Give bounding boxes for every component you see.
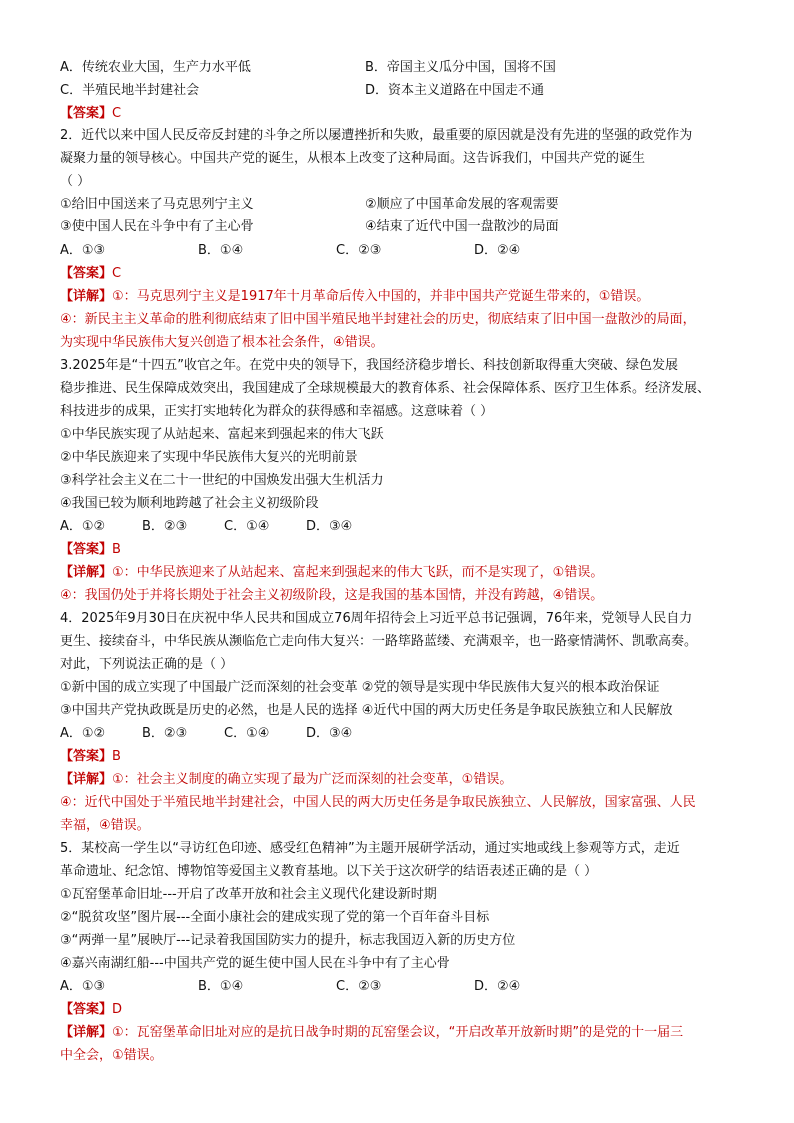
q3-item-1: ①中华民族实现了从站起来、富起来到强起来的伟大飞跃 xyxy=(60,427,384,442)
q4-option-c: C．①④ xyxy=(224,726,270,741)
q2-stem-line-1: 2．近代以来中国人民反帝反封建的斗争之所以屡遭挫折和失败，最重要的原因就是没有先进的坚强的政党作为 xyxy=(60,128,693,143)
q2-item-3: ③使中国人民在斗争中有了主心骨 xyxy=(60,219,254,234)
answer-value: D xyxy=(112,1002,123,1017)
q2-item-1: ①给旧中国送来了马克思列宁主义 xyxy=(60,197,254,212)
q2-stem-line-3: （ ） xyxy=(60,174,91,189)
detail-text: ①：中华民族迎来了从站起来、富起来到强起来的伟大飞跃，而不是实现了，①错误。 xyxy=(112,565,604,580)
q5-item-2: ②“脱贫攻坚”图片展---全面小康社会的建成实现了党的第一个百年奋斗目标 xyxy=(60,910,490,925)
q5-detail-line-2: 中全会，①错误。 xyxy=(60,1048,163,1063)
q5-item-1: ①瓦窑堡革命旧址---开启了改革开放和社会主义现代化建设新时期 xyxy=(60,887,437,902)
q1-option-d: D．资本主义道路在中国走不通 xyxy=(365,83,545,98)
detail-text: ①：马克思列宁主义是1917年十月革命后传入中国的，并非中国共产党诞生带来的，①错误。 xyxy=(112,289,650,304)
q4-option-a: A．①② xyxy=(60,726,106,741)
detail-text: ①：瓦窑堡革命旧址对应的是抗日战争时期的瓦窑堡会议，“开启改革开放新时期”的是党的十一届三 xyxy=(112,1025,684,1040)
q4-stem-line-1: 4．2025年9月30日在庆祝中华人民共和国成立76周年招待会上习近平总书记强调，76年来，党领导人民自力 xyxy=(60,611,693,626)
q3-option-a: A．①② xyxy=(60,519,106,534)
q3-option-c: C．①④ xyxy=(224,519,270,534)
answer-tag: 【答案】 xyxy=(60,542,113,557)
answer-value: B xyxy=(112,749,121,764)
q3-stem-line-3: 科技进步的成果，正实打实地转化为群众的获得感和幸福感。这意味着（ ） xyxy=(60,404,494,419)
q2-item-2: ②顺应了中国革命发展的客观需要 xyxy=(365,197,559,212)
q2-options xyxy=(60,242,520,260)
q1-option-b: B．帝国主义瓜分中国，国将不国 xyxy=(365,60,556,75)
answer-value: B xyxy=(112,542,121,557)
q2-option-d: D．②④ xyxy=(474,243,521,258)
q3-option-d: D．③④ xyxy=(306,519,353,534)
q5-answer-line xyxy=(60,1001,122,1019)
q2-detail-line-1 xyxy=(60,288,649,306)
q2-stem-line-2: 凝聚力量的领导核心。中国共产党的诞生，从根本上改变了这种局面。这告诉我们，中国共产党的诞生 xyxy=(60,151,646,166)
q2-option-b: B．①④ xyxy=(198,243,244,258)
q4-detail-line-1 xyxy=(60,771,512,789)
q4-stem-line-3: 对此，下列说法正确的是（ ） xyxy=(60,657,234,672)
q1-answer-line xyxy=(60,105,121,123)
q5-option-a: A．①③ xyxy=(60,979,106,994)
q2-detail-line-2: ④：新民主主义革命的胜利彻底结束了旧中国半殖民地半封建社会的历史，彻底结束了旧中国一盘散沙的局面， xyxy=(60,312,696,327)
q3-detail-line-1 xyxy=(60,564,603,582)
q3-item-3: ③科学社会主义在二十一世纪的中国焕发出强大生机活力 xyxy=(60,473,384,488)
q4-answer-line xyxy=(60,748,121,766)
q5-options xyxy=(60,978,520,996)
detail-text: ①：社会主义制度的确立实现了最为广泛而深刻的社会变革，①错误。 xyxy=(112,772,513,787)
q4-detail-line-3: 幸福，④错误。 xyxy=(60,818,150,833)
q3-stem-line-2: 稳步推进、民生保障成效突出，我国建成了全球规模最大的教育体系、社会保障体系、医疗卫生体系。经济发展、 xyxy=(60,381,711,396)
answer-tag: 【答案】 xyxy=(60,266,113,281)
q3-item-4: ④我国已较为顺利地跨越了社会主义初级阶段 xyxy=(60,496,319,511)
answer-tag: 【答案】 xyxy=(60,1002,113,1017)
detail-tag: 【详解】 xyxy=(60,565,113,580)
q4-option-b: B．②③ xyxy=(142,726,188,741)
q2-detail-line-3: 为实现中华民族伟大复兴创造了根本社会条件，④错误。 xyxy=(60,335,384,350)
q5-option-b: B．①④ xyxy=(198,979,244,994)
q4-item-line-2: ③中国共产党执政既是历史的必然，也是人民的选择 ④近代中国的两大历史任务是争取民族独立和人民解放 xyxy=(60,703,673,718)
q5-item-3: ③“两弹一星”展映厅---记录着我国国防实力的提升，标志我国迈入新的历史方位 xyxy=(60,933,516,948)
q5-stem-line-2: 革命遗址、纪念馆、博物馆等爱国主义教育基地。以下关于这次研学的结语表述正确的是（ ） xyxy=(60,864,598,879)
detail-tag: 【详解】 xyxy=(60,289,113,304)
q5-detail-line-1 xyxy=(60,1024,683,1042)
q4-stem-line-2: 更生、接续奋斗，中华民族从濒临危亡走向伟大复兴：一路筚路蓝缕、充满艰辛，也一路豪情满怀、凯歌高奏。 xyxy=(60,634,698,649)
q1-option-a: A．传统农业大国，生产力水平低 xyxy=(60,60,251,75)
answer-tag: 【答案】 xyxy=(60,106,113,121)
q4-detail-line-2: ④：近代中国处于半殖民地半封建社会，中国人民的两大历史任务是争取民族独立、人民解放，国家富强、人民 xyxy=(60,795,696,810)
answer-tag: 【答案】 xyxy=(60,749,113,764)
q4-options xyxy=(60,725,352,743)
q2-answer-line xyxy=(60,265,121,283)
q2-item-4: ④结束了近代中国一盘散沙的局面 xyxy=(365,219,559,234)
q3-option-b: B．②③ xyxy=(142,519,188,534)
q4-option-d: D．③④ xyxy=(306,726,353,741)
q2-option-a: A．①③ xyxy=(60,243,106,258)
q3-answer-line xyxy=(60,541,121,559)
q5-stem-line-1: 5．某校高一学生以“寻访红色印迹、感受红色精神”为主题开展研学活动，通过实地或线上参观等方式，走近 xyxy=(60,841,680,856)
answer-value: C xyxy=(112,266,122,281)
q1-option-c: C．半殖民地半封建社会 xyxy=(60,83,200,98)
q4-item-line-1: ①新中国的成立实现了中国最广泛而深刻的社会变革 ②党的领导是实现中华民族伟大复兴的根本政治保证 xyxy=(60,680,660,695)
q5-option-c: C．②③ xyxy=(336,979,382,994)
q3-options xyxy=(60,518,352,536)
q5-option-d: D．②④ xyxy=(474,979,521,994)
answer-value: C xyxy=(112,106,122,121)
q3-item-2: ②中华民族迎来了实现中华民族伟大复兴的光明前景 xyxy=(60,450,358,465)
q3-stem-line-1: 3.2025年是“十四五”收官之年。在党中央的领导下，我国经济稳步增长、科技创新取得重大突破、绿色发展 xyxy=(60,358,678,373)
q2-option-c: C．②③ xyxy=(336,243,382,258)
q5-item-4: ④嘉兴南湖红船---中国共产党的诞生使中国人民在斗争中有了主心骨 xyxy=(60,956,450,971)
detail-tag: 【详解】 xyxy=(60,1025,113,1040)
detail-tag: 【详解】 xyxy=(60,772,113,787)
q3-detail-line-2: ④：我国仍处于并将长期处于社会主义初级阶段，这是我国的基本国情，并没有跨越，④错误。 xyxy=(60,588,604,603)
